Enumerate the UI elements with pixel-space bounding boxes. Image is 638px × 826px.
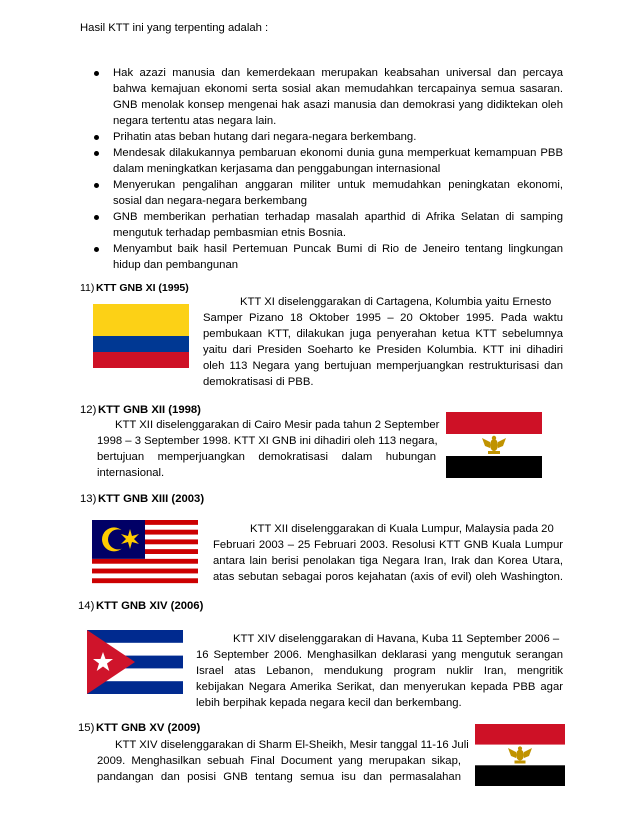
section-line: pembukaan KTT, dilakukan juga penyerahan ketua KTT sebelumnya [203, 328, 563, 340]
bullet-line: hidup dan pembangunan [113, 259, 239, 271]
section-line: KTT XI diselenggarakan di Cartagena, Kolumbia yaitu Ernesto [240, 296, 552, 308]
section-line: oleh 113 Negara yang bertujuan memperjuangkan restrukturisasi dan [203, 360, 563, 372]
bullet-dot [94, 215, 99, 220]
bullet-line: dalam meningkatkan kerjasama dan penggabungan internasional [113, 163, 441, 175]
section-line: 2009. Menghasilkan sebuah Final Document yang merupakan sikap, [97, 755, 461, 767]
section-title: KTT GNB XV (2009) [96, 722, 201, 734]
bullet-line: Hak azazi manusia dan kemerdekaan merupakan keabsahan universal dan percaya [113, 67, 563, 79]
section-line: atas sebutan sebagai poros kejahatan (axis of evil) oleh Washington. [213, 571, 563, 583]
section-number: 13) [80, 493, 97, 505]
colombia-flag [93, 304, 189, 368]
section-line: antara lain berisi penolakan tiga Negara Iran, Irak dan Korea Utara, [213, 555, 563, 567]
bullet-dot [94, 247, 99, 252]
bullet-line: sosial dan negara-negara berkembang [113, 195, 308, 207]
bullet-dot [94, 135, 99, 140]
section-number: 15) [78, 722, 95, 734]
bullet-dot [94, 151, 99, 156]
section-line: KTT XIV diselenggarakan di Havana, Kuba 11 September 2006 – [233, 633, 560, 645]
bullet-line: mengutuk terhadap pembasmian etnis Bosnia. [113, 227, 346, 239]
bullet-line: negara tertentu atas negara lain. [113, 115, 277, 127]
cuba-flag [87, 630, 183, 694]
bullet-line: Mendesak dilakukannya pembaruan ekonomi dunia guna memperkuat kemampuan PBB [113, 147, 563, 159]
bullet-line: Prihatin atas beban hutang dari negara-negara berkembang. [113, 131, 417, 143]
bullet-dot [94, 183, 99, 188]
section-line: bertujuan memperjuangkan demokratisasi dalam hubungan [97, 451, 436, 463]
section-title: KTT GNB XIV (2006) [96, 600, 204, 612]
bullet-dot [94, 71, 99, 76]
section-line: internasional. [97, 467, 165, 479]
malaysia-flag [92, 520, 198, 588]
section-number: 14) [78, 600, 95, 612]
bullet-line: GNB menolak konsep mengenai hak asazi manusia dan demokrasi yang didiktekan oleh [113, 99, 563, 111]
bullet-line: GNB memberikan perhatian terhadap masalah aparthid di Afrika Selatan di samping [113, 211, 563, 223]
bullet-line: Menyerukan pengalihan anggaran militer untuk memudahkan peningkatan ekonomi, [113, 179, 563, 191]
section-title: KTT GNB XI (1995) [96, 282, 189, 294]
bullet-line: Menyambut baik hasil Pertemuan Puncak Bumi di Rio de Jeneiro tentang lingkungan [113, 243, 563, 255]
section-line: Israel atas Lebanon, mendukung program nuklir Iran, mengritik [196, 665, 563, 677]
section-line: Samper Pizano 18 Oktober 1995 – 20 Oktober 1995. Pada waktu [203, 312, 563, 324]
section-line: pandangan dan posisi GNB tentang semua isu dan permasalahan [97, 771, 461, 783]
section-number: 11) [80, 282, 95, 294]
section-line: KTT XII diselenggarakan di Cairo Mesir pada tahun 2 September [115, 419, 440, 431]
section-line: yaitu dari Presiden Soeharto ke Presiden Kolumbia. KTT ini dihadiri [203, 344, 563, 356]
bullet-line: bahwa kemajuan ekonomi serta sosial akan memudahkan tercapainya semua sasaran. [113, 83, 563, 95]
section-line: kebijakan Negara Amerika Serikat, dan menyerukan kepada PBB agar [196, 681, 563, 693]
section-number: 12) [80, 404, 97, 416]
section-line: KTT XII diselenggarakan di Kuala Lumpur, Malaysia pada 20 [250, 523, 554, 535]
section-line: 16 September 2006. Menghasilkan deklarasi yang mengutuk serangan [196, 649, 563, 661]
section-line: lebih berpihak kepada negara kecil dan berkembang. [196, 697, 462, 709]
section-line: 1998 – 3 September 1998. KTT XI GNB ini dihadiri oleh 113 negara, [97, 435, 438, 447]
intro-text: Hasil KTT ini yang terpenting adalah : [80, 22, 269, 34]
section-title: KTT GNB XII (1998) [98, 404, 201, 416]
section-title: KTT GNB XIII (2003) [98, 493, 205, 505]
section-line: Februari 2003 – 25 Februari 2003. Resolusi KTT GNB Kuala Lumpur [213, 539, 563, 551]
section-line: demokratisasi di PBB. [203, 376, 314, 388]
section-line: KTT XIV diselenggarakan di Sharm El-Sheikh, Mesir tanggal 11-16 Juli [115, 739, 469, 751]
egypt-flag [475, 724, 565, 786]
egypt-flag [446, 412, 542, 478]
